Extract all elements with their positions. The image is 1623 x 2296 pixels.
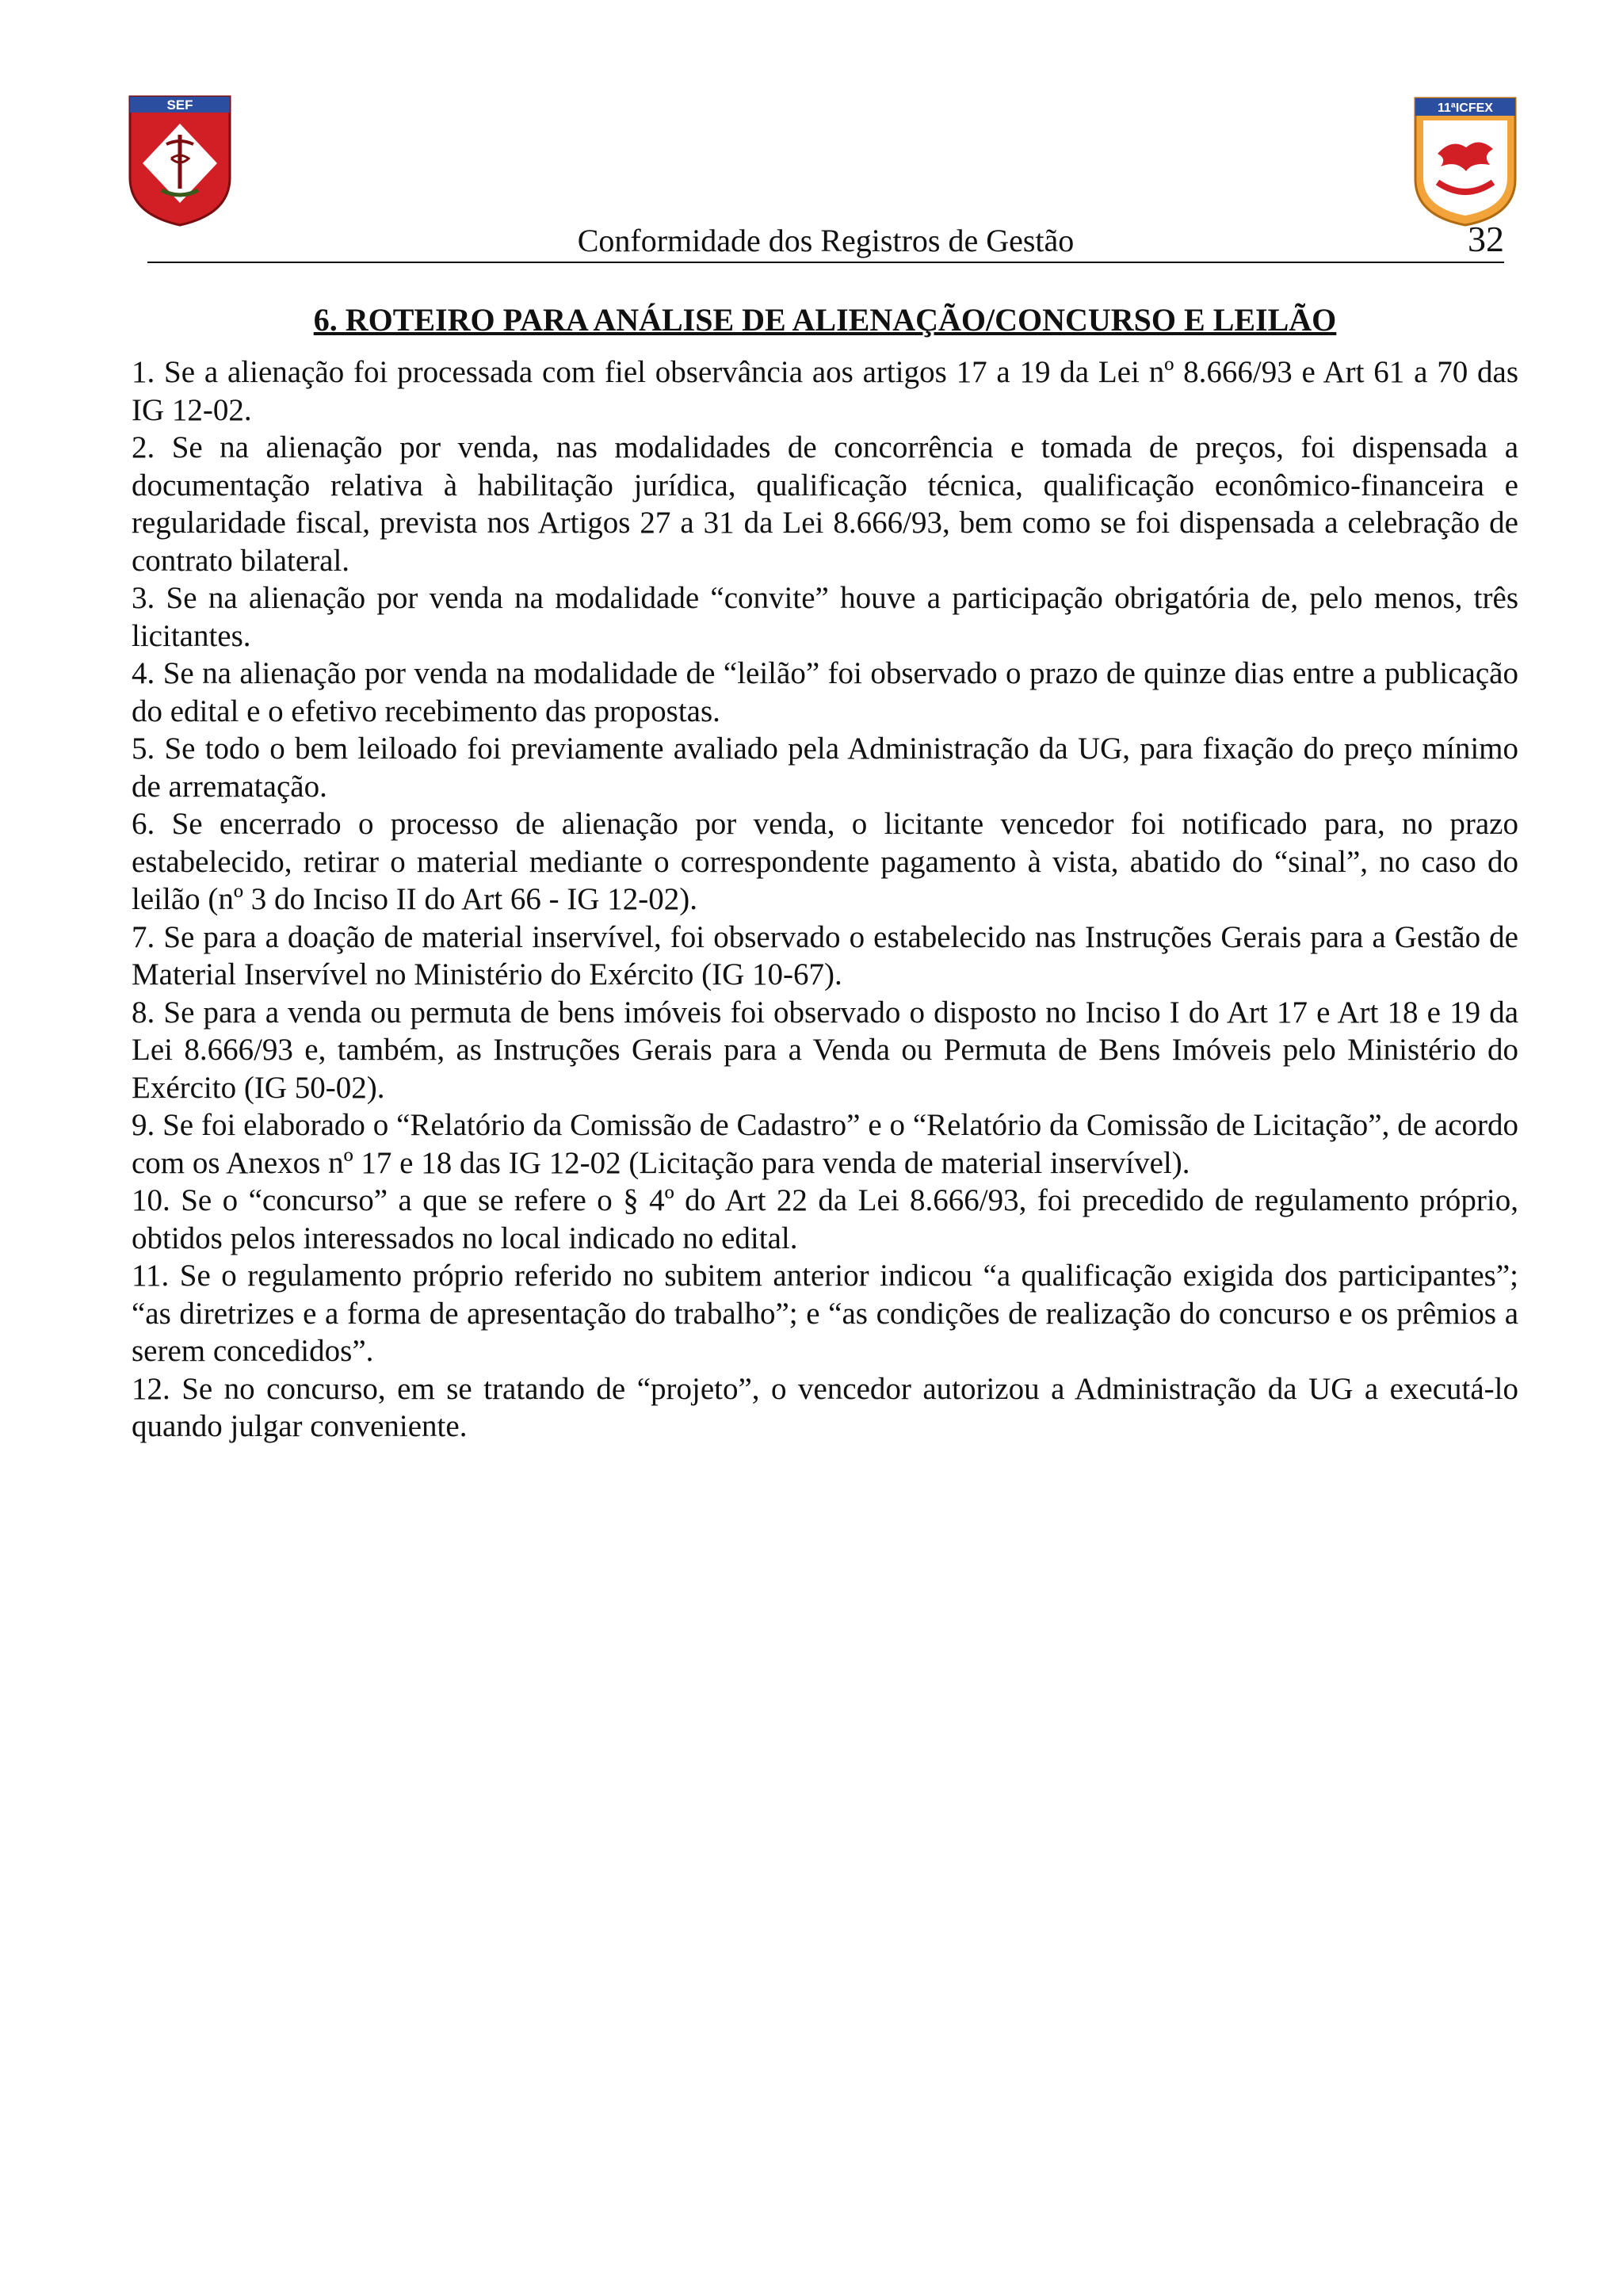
list-item: 3. Se na alienação por venda na modalidade “convite” houve a participação obrigatória de, pelo menos, três licitantes. — [132, 581, 1518, 653]
list-item: 4. Se na alienação por venda na modalidade de “leilão” foi observado o prazo de quinze dias entre a publicação do edital e o efetivo recebimento das propostas. — [132, 656, 1518, 728]
list-item: 10. Se o “concurso” a que se refere o § 4º do Art 22 da Lei 8.666/93, foi precedido de regulamento próprio, obtidos pelos interessados no local indicado no edital. — [132, 1183, 1518, 1255]
sef-label: SEF — [166, 97, 193, 113]
list-item: 2. Se na alienação por venda, nas modalidades de concorrência e tomada de preços, foi dispensada a documentação relativa à habilitação jurídica, qualificação técnica, qualificação econômico-financeira e regularidade fiscal, prevista nos Artigos 27 a 31 da Lei 8.666/93, bem como se foi dispensada a celebração de contrato bilateral. — [132, 430, 1518, 578]
icfex-label: 11ªICFEX — [1438, 101, 1493, 115]
list-item: 5. Se todo o bem leiloado foi previamente avaliado pela Administração da UG, para fixação do preço mínimo de arrematação. — [132, 732, 1518, 804]
list-item: 9. Se foi elaborado o “Relatório da Comissão de Cadastro” e o “Relatório da Comissão de Licitação”, de acordo com os Anexos nº 17 e 18 das IG 12-02 (Licitação para venda de material inservível). — [132, 1108, 1518, 1180]
icfex-shield — [1414, 97, 1517, 227]
list-item: 1. Se a alienação foi processada com fiel observância aos artigos 17 a 19 da Lei nº 8.666/93 e Art 61 a 70 das IG 12-02. — [132, 355, 1518, 427]
header-title: Conformidade dos Registros de Gestão — [577, 223, 1075, 258]
list-item: 7. Se para a doação de material inservível, foi observado o estabelecido nas Instruções Gerais para a Gestão de Material Inservível no Ministério do Exército (IG 10-67). — [132, 919, 1518, 991]
sef-emblem-icon — [128, 95, 231, 227]
page-number: 32 — [1468, 219, 1504, 259]
list-item: 8. Se para a venda ou permuta de bens imóveis foi observado o disposto no Inciso I do Art 17 e Art 18 e 19 da Lei 8.666/93 e, também, as Instruções Gerais para a Venda ou Permuta de Bens Imóveis pelo Ministério do Exército (IG 50-02). — [132, 995, 1518, 1105]
section-title: 6. ROTEIRO PARA ANÁLISE DE ALIENAÇÃO/CONCURSO E LEILÃO — [313, 302, 1337, 338]
list-item: 11. Se o regulamento próprio referido no subitem anterior indicou “a qualificação exigida dos participantes”; “as diretrizes e a forma de apresentação do trabalho”; e “as condições de realização do concurso e os prêmios a serem concedidos”. — [132, 1259, 1518, 1368]
list-item: 12. Se no concurso, em se tratando de “projeto”, o vencedor autorizou a Administração da UG a executá-lo quando julgar conveniente. — [132, 1371, 1518, 1443]
list-item: 6. Se encerrado o processo de alienação por venda, o licitante vencedor foi notificado para, no prazo estabelecido, retirar o material mediante o correspondente pagamento à vista, abatido do “sinal”, no caso do leilão (nº 3 do Inciso II do Art 66 - IG 12-02). — [132, 807, 1518, 916]
sef-shield — [128, 95, 231, 227]
checklist — [132, 353, 1518, 1446]
running-header — [147, 219, 1504, 263]
icfex-emblem-icon — [1414, 97, 1517, 227]
